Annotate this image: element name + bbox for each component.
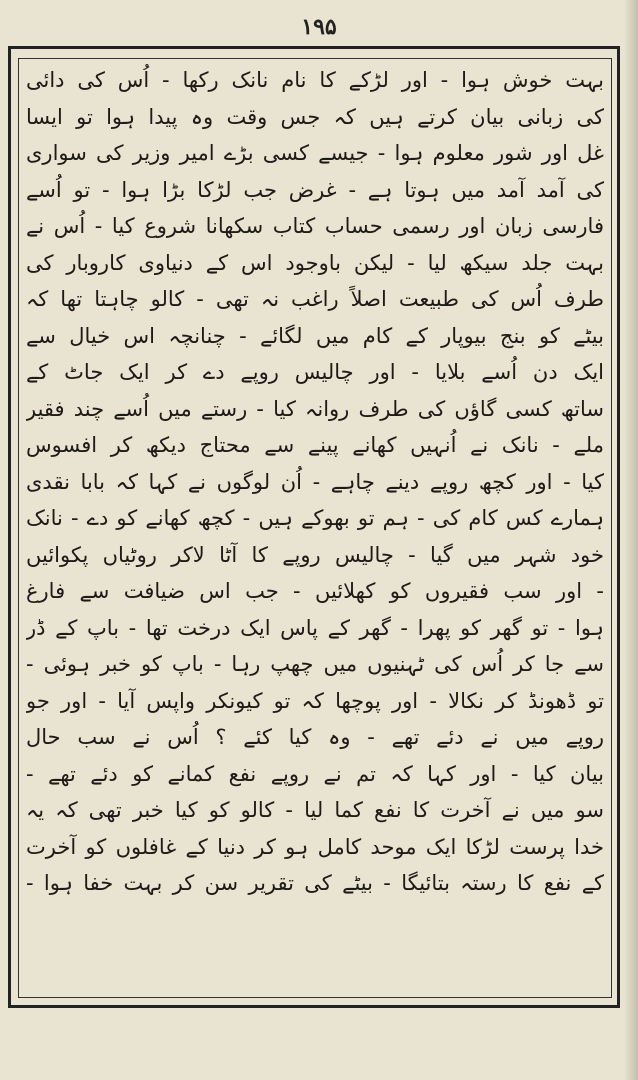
text-line-4: کی آمد آمد میں ہوتا ہے - غرض جب لڑکا بڑا ہوا - تو اُسے	[26, 177, 604, 202]
text-line-23: کے نفع کا رستہ بتائیگا - بیٹے کی تقریر سن کر بہت خفا ہوا -	[26, 871, 604, 895]
text-line-12: کیا - اور کچھ روپے دینے چاہے - اُن لوگوں نے کہا کہ بابا نقدی	[26, 469, 604, 494]
text-line-11: ملے - نانک نے اُنہیں کھانے پینے سے محتاج دیکھ کر افسوس	[26, 433, 604, 457]
page-edge-shadow	[624, 0, 638, 1080]
text-line-10: ساتھ کسی گاؤں کی طرف روانہ کیا - رستے میں اُسے چند فقیر	[26, 396, 604, 421]
text-line-6: بہت جلد سیکھ لیا - لیکن باوجود اس کے دنیاوی کاروبار کی	[26, 250, 604, 275]
text-line-21: سو میں نے آخرت کا نفع کما لیا - کالو کو کیا خبر تھی کہ یہ	[26, 798, 604, 822]
text-line-20: بیان کیا - اور کہا کہ تم نے روپے نفع کمانے کو دئے تھے -	[26, 761, 604, 786]
text-line-2: کی زبانی بیان کرتے ہیں کہ جس وقت وہ پیدا ہوا تو ایسا	[26, 104, 604, 129]
text-line-3: غل اور شور معلوم ہوا - جیسے کسی بڑے امیر وزیر کی سواری	[26, 141, 604, 165]
page-number: ۱۹۵	[301, 14, 337, 40]
text-line-17: سے جا کر اُس کی ٹہنیوں میں چھپ رہا - باپ کو خبر ہوئی -	[26, 652, 604, 676]
text-line-16: ہوا - تو گھر کو پھرا - گھر کے پاس ایک درخت تھا - باپ کے ڈر	[26, 615, 604, 640]
text-line-13: ہمارے کس کام کی - ہم تو بھوکے ہیں - کچھ کھانے کو دے - نانک	[26, 506, 604, 530]
text-line-14: خود شہر میں گیا - چالیس روپے کا آٹا لاکر روٹیاں پکوائیں	[26, 542, 604, 567]
text-line-18: تو ڈھونڈ کر نکالا - اور پوچھا کہ تو کیونکر واپس آیا - اور جو	[26, 688, 604, 713]
text-line-22: خدا پرست لڑکا ایک موحد کامل ہو کر دنیا کے غافلوں کو آخرت	[26, 834, 604, 859]
text-line-15: - اور سب فقیروں کو کھلائیں - جب اس ضیافت سے فارغ	[26, 579, 604, 603]
text-line-1: بہت خوش ہوا - اور لڑکے کا نام نانک رکھا - اُس کی دائی	[26, 68, 604, 92]
text-line-5: فارسی زبان اور رسمی حساب کتاب سکھانا شروع کیا - اُس نے	[26, 214, 604, 238]
text-line-8: بیٹے کو بنج بیوپار کے کام میں لگائے - چنانچہ اس خیال سے	[26, 323, 604, 348]
text-line-7: طرف اُس کی طبیعت اصلاً راغب نہ تھی - کالو چاہتا تھا کہ	[26, 287, 604, 311]
text-line-19: روپے میں نے دئے تھے - وہ کیا کئے ؟ اُس نے سب حال	[26, 725, 604, 749]
text-line-9: ایک دن اُسے بلایا - اور چالیس روپے دے کر ایک جاٹ کے	[26, 360, 604, 384]
body-text	[26, 62, 604, 992]
